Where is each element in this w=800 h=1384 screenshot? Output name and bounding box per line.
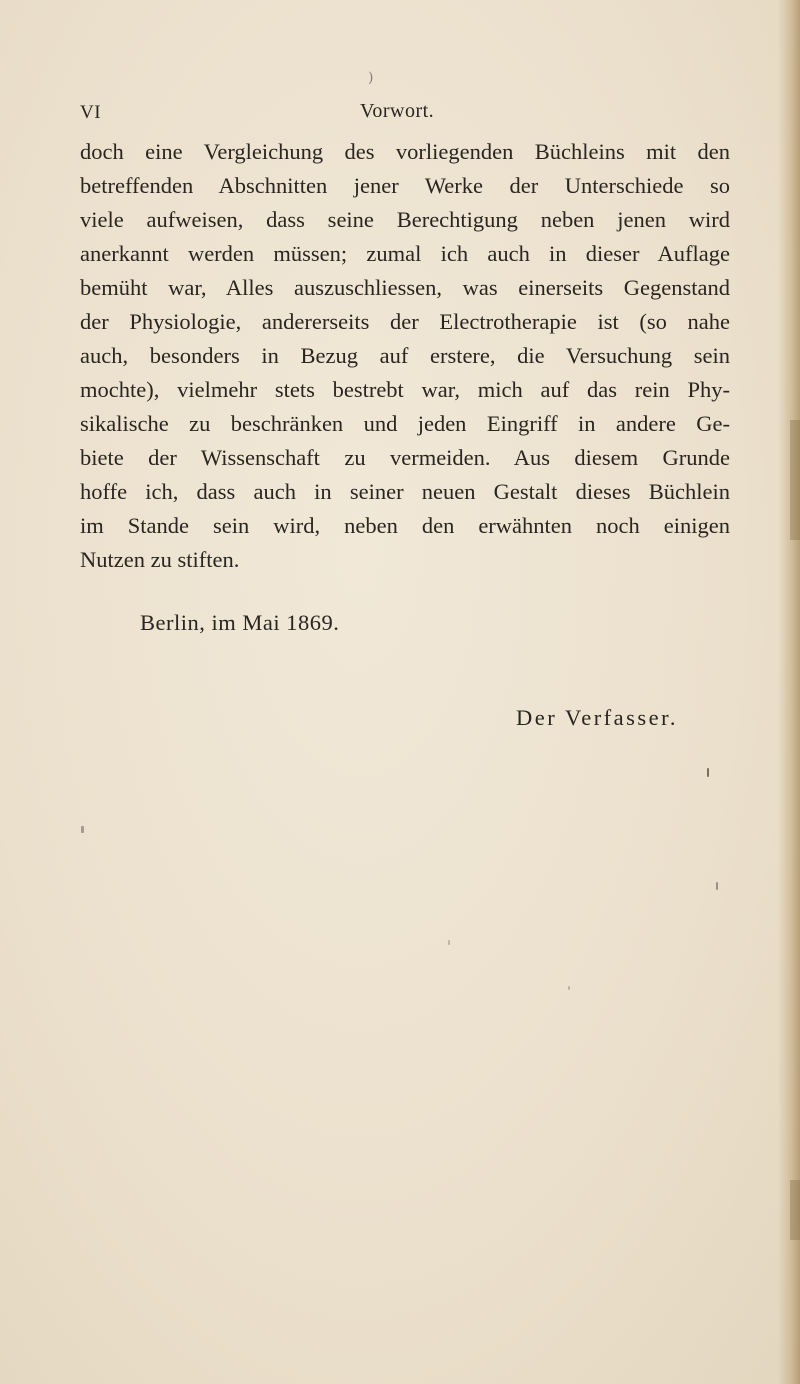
text-line: mochte), vielmehr stets bestrebt war, mich auf das rein Phy-: [80, 377, 730, 402]
text-line: auch, besonders in Bezug auf erstere, die Versuchung sein: [80, 343, 730, 368]
text-line: betreffenden Abschnitten jener Werke der Unterschiede so: [80, 173, 730, 198]
author-signature: Der Verfasser.: [516, 705, 679, 730]
paper-speck: [707, 768, 709, 777]
text-line: biete der Wissenschaft zu vermeiden. Aus diesem Grunde: [80, 445, 730, 470]
page-edge-stain: [790, 420, 800, 540]
page-header: [80, 100, 730, 130]
text-line: im Stande sein wird, neben den erwähnten noch einigen: [80, 513, 730, 538]
text-line: bemüht war, Alles auszuschliessen, was einerseits Gegenstand: [80, 275, 730, 300]
page-edge-stain: [790, 1180, 800, 1240]
paper-speck: [81, 826, 84, 833]
paper-speck: [568, 986, 570, 990]
text-line: der Physiologie, andererseits der Electrotherapie ist (so nahe: [80, 309, 730, 334]
paper-speck: [448, 940, 450, 945]
place-date: Berlin, im Mai 1869.: [140, 610, 340, 635]
page-edge-shadow: [778, 0, 800, 1384]
running-title: Vorwort.: [360, 100, 435, 122]
paper-mark: ): [368, 70, 374, 86]
text-line: hoffe ich, dass auch in seiner neuen Gestalt dieses Büchlein: [80, 479, 730, 504]
text-line: doch eine Vergleichung des vorliegenden Büchleins mit den: [80, 139, 730, 164]
text-line: Nutzen zu stiften.: [80, 547, 240, 572]
text-line: anerkannt werden müssen; zumal ich auch in dieser Auflage: [80, 241, 730, 266]
text-line: viele aufweisen, dass seine Berechtigung neben jenen wird: [80, 207, 730, 232]
paper-speck: [716, 882, 718, 890]
page-number: VI: [80, 102, 102, 123]
text-line: sikalische zu beschränken und jeden Eingriff in andere Ge-: [80, 411, 730, 436]
body-paragraph: [80, 135, 730, 577]
